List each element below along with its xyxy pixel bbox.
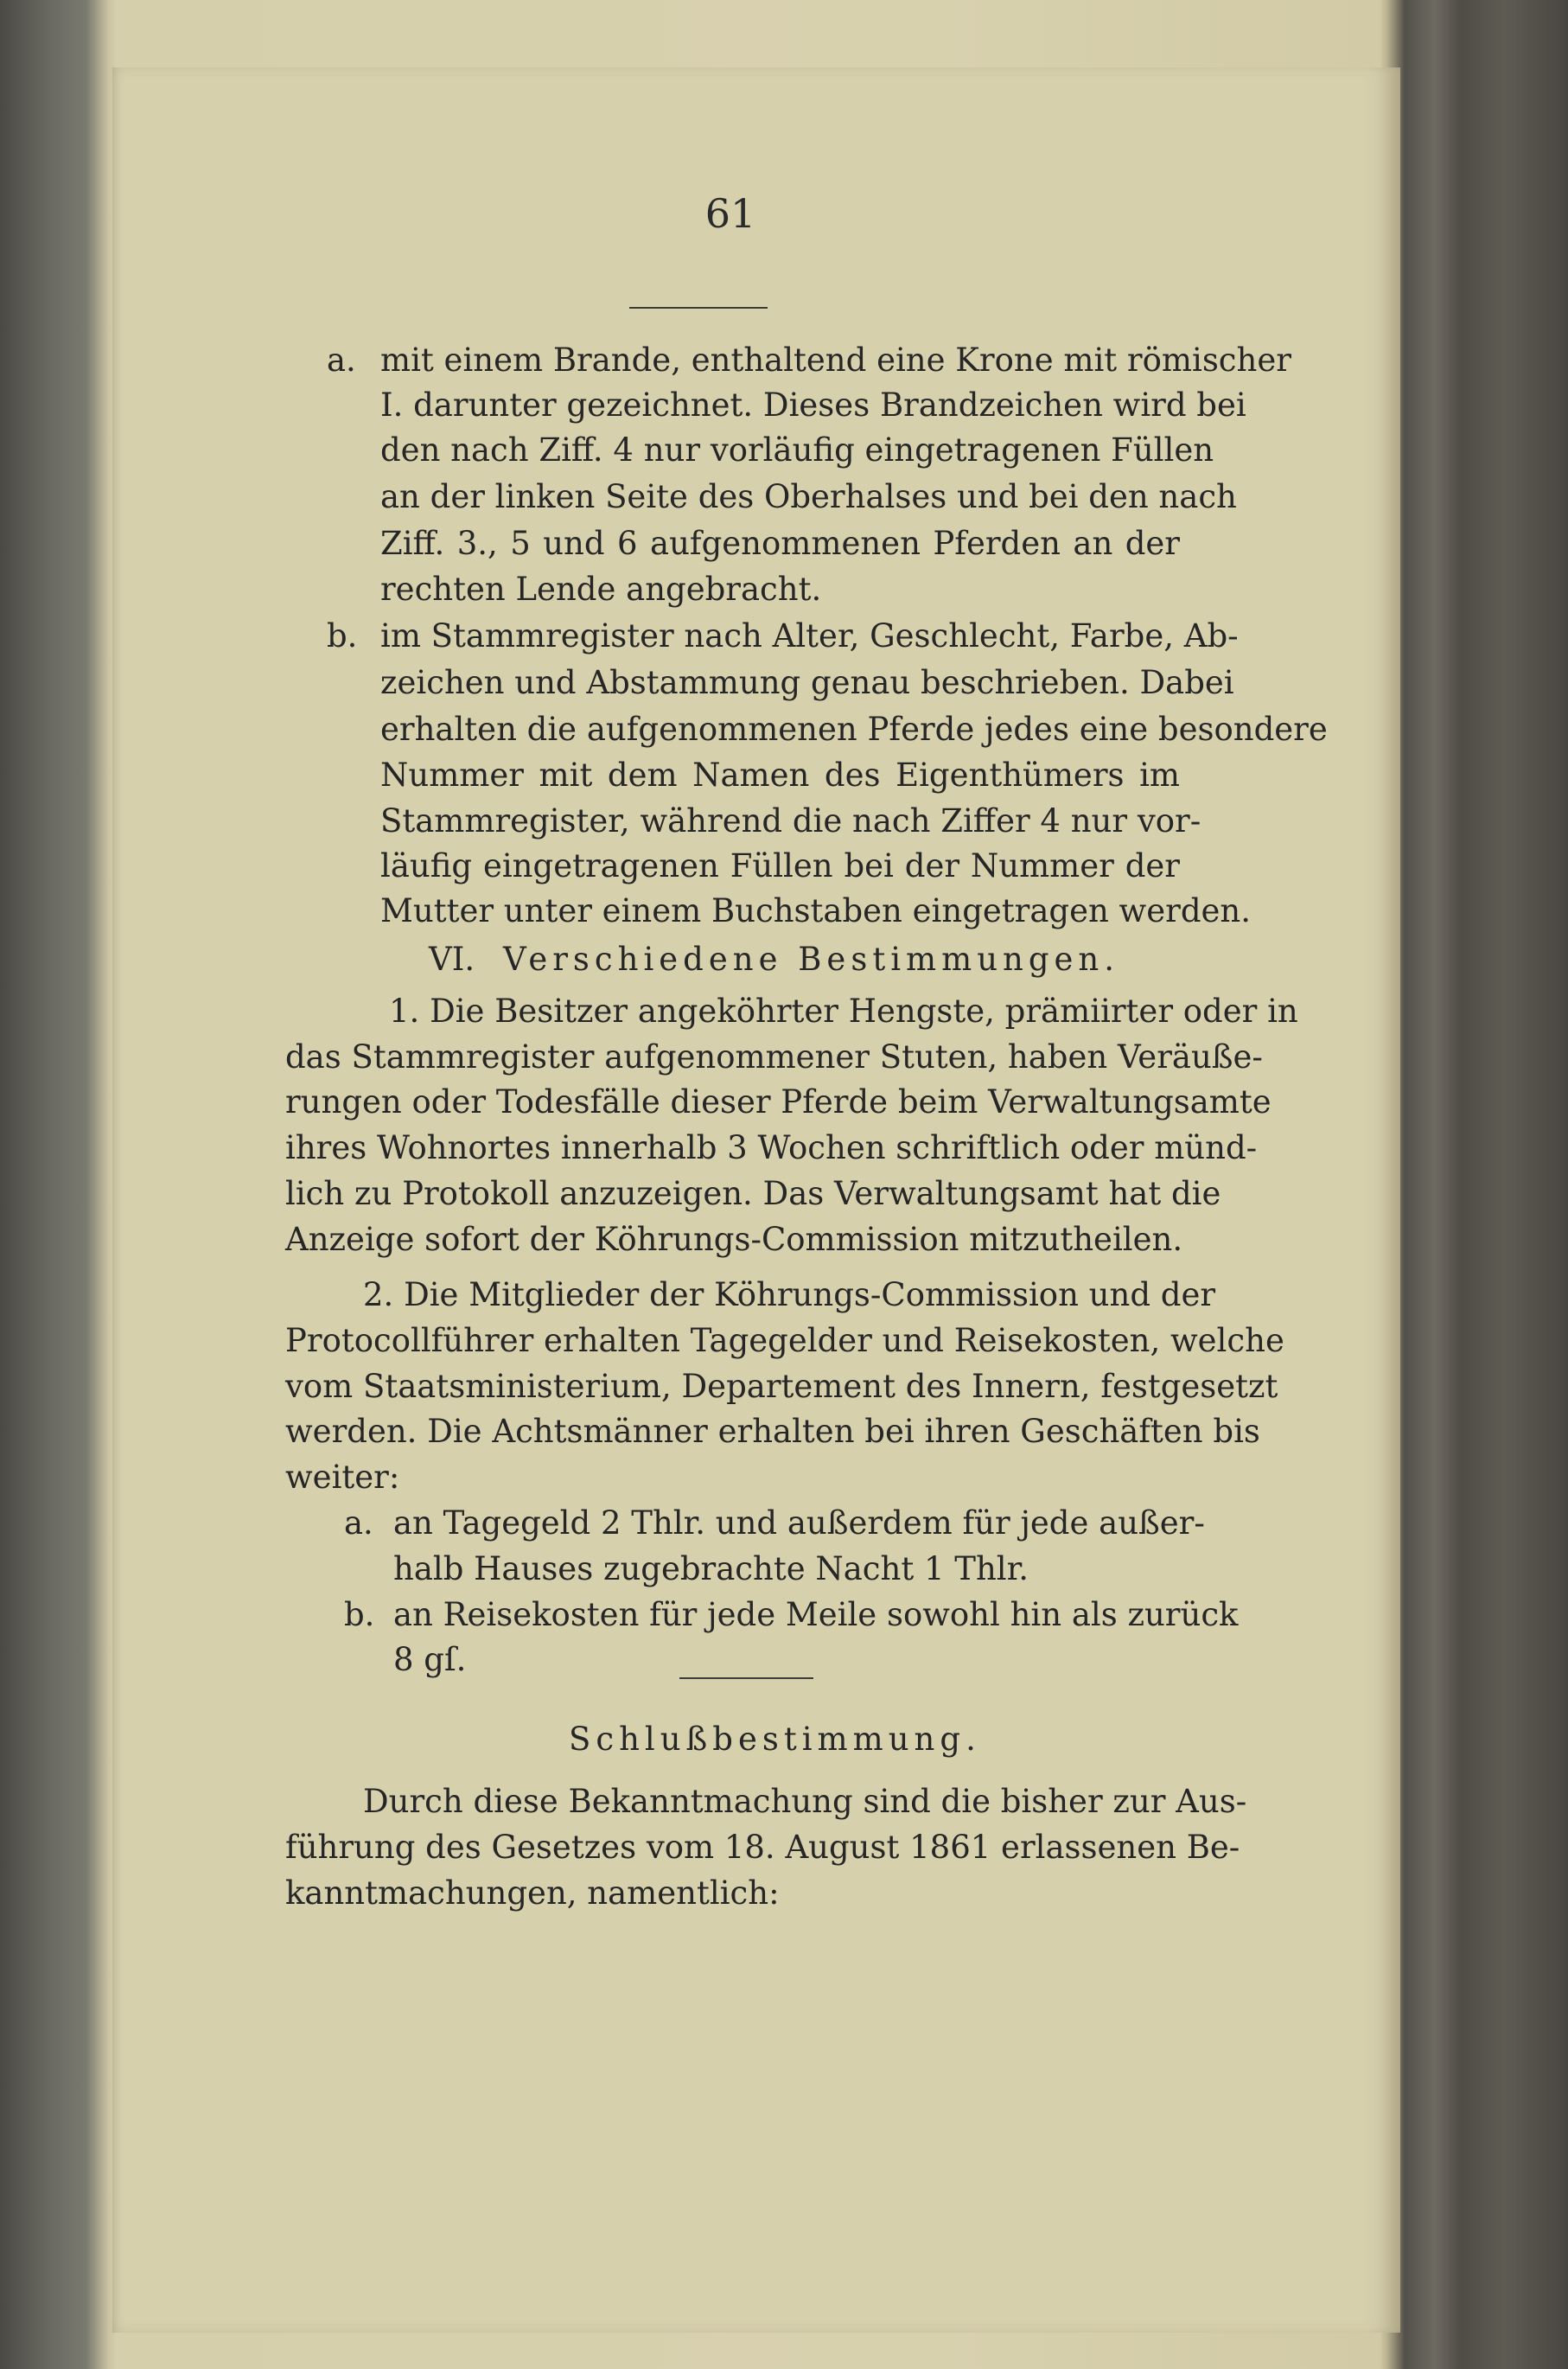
item-b-line: Nummer mit dem Namen des Eigenthümers im (380, 757, 1180, 794)
para-1-line: lich zu Protokoll anzuzeigen. Das Verwaltungsamt hat die (285, 1175, 1221, 1212)
item-b-label: b. (327, 617, 358, 655)
item-a-line: an der linken Seite des Oberhalses und bei den nach (380, 478, 1237, 515)
para-2-item-b-line: 8 gſ. (393, 1641, 467, 1678)
item-b-line: Stammregister, während die nach Ziffer 4 nur vor- (380, 802, 1201, 840)
final-section-line: führung des Gesetzes vom 18. August 1861 erlassenen Be- (285, 1829, 1240, 1866)
item-a-line: I. darunter gezeichnet. Dieses Brandzeichen wird bei (380, 386, 1246, 424)
para-1-line: 1. Die Besitzer angeköhrter Hengste, prämiirter oder in (389, 993, 1298, 1030)
para-1-line: Anzeige sofort der Köhrungs-Commission mitzutheilen. (285, 1221, 1183, 1258)
page-number: 61 (704, 190, 756, 237)
item-a-line: mit einem Brande, enthaltend eine Krone mit römischer (380, 342, 1291, 379)
item-b-line: zeichen und Abstammung genau beschrieben. Dabei (380, 664, 1234, 701)
para-2-item-a-label: a. (344, 1504, 373, 1542)
item-a-line: den nach Ziff. 4 nur vorläufig eingetragenen Füllen (380, 431, 1214, 469)
final-section-title: Schlußbestimmung. (569, 1721, 981, 1758)
item-a-label: a. (327, 342, 356, 379)
section-vi-number: VI. (429, 941, 475, 978)
para-2-item-a-line: halb Hauses zugebrachte Nacht 1 Thlr. (393, 1550, 1029, 1587)
item-b-line: erhalten die aufgenommenen Pferde jedes eine besondere (380, 711, 1328, 748)
para-2-item-a-line: an Tagegeld 2 Thlr. und außerdem für jede außer- (393, 1504, 1205, 1542)
para-1-line: das Stammregister aufgenommener Stuten, haben Veräuße- (285, 1038, 1263, 1076)
item-b-line: Mutter unter einem Buchstaben eingetragen werden. (380, 892, 1251, 929)
item-b-line: läufig eingetragenen Füllen bei der Nummer der (380, 847, 1180, 884)
para-2-line: 2. Die Mitglieder der Köhrungs-Commission und der (363, 1276, 1216, 1313)
final-section-line: kanntmachungen, namentlich: (285, 1874, 780, 1912)
para-2-line: vom Staatsministerium, Departement des Innern, festgesetzt (285, 1368, 1278, 1405)
para-2-line: weiter: (285, 1459, 400, 1496)
para-2-line: werden. Die Achtsmänner erhalten bei ihren Geschäften bis (285, 1413, 1260, 1450)
item-a-line: rechten Lende angebracht. (380, 571, 822, 608)
middle-divider (679, 1677, 813, 1679)
para-1-line: ihres Wohnortes innerhalb 3 Wochen schriftlich oder münd- (285, 1129, 1258, 1166)
final-section-line: Durch diese Bekanntmachung sind die bisher zur Aus- (363, 1783, 1247, 1820)
item-b-line: im Stammregister nach Alter, Geschlecht, Farbe, Ab- (380, 617, 1239, 655)
para-2-item-b-line: an Reisekosten für jede Meile sowohl hin als zurück (393, 1596, 1239, 1633)
section-vi-title: Verschiedene Bestimmungen. (503, 941, 1120, 978)
top-divider (629, 307, 768, 309)
para-2-item-b-label: b. (344, 1596, 375, 1633)
para-2-line: Protocollführer erhalten Tagegelder und Reisekosten, welche (285, 1322, 1284, 1359)
item-a-line: Ziff. 3., 5 und 6 aufgenommenen Pferden an der (380, 525, 1180, 562)
para-1-line: rungen oder Todesfälle dieser Pferde beim Verwaltungsamte (285, 1083, 1272, 1121)
